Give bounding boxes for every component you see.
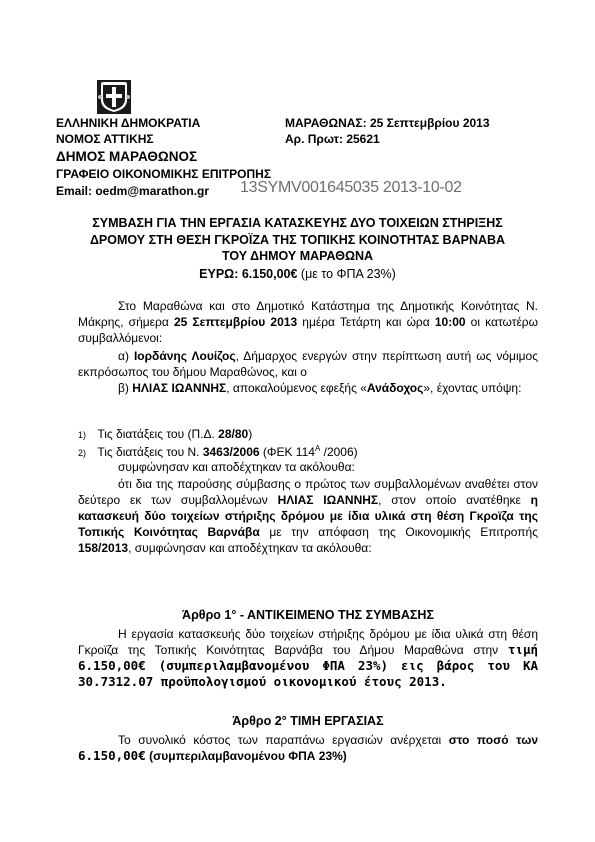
- article-2-heading: Άρθρο 2° ΤΙΜΗ ΕΡΓΑΣΙΑΣ: [232, 714, 384, 728]
- assignment-text: με την απόφαση της Οικονομικής Επιτροπής: [259, 525, 539, 539]
- assignment-paragraph: [78, 476, 538, 556]
- party-a: [78, 348, 538, 380]
- contract-time: 10:00: [434, 315, 466, 329]
- amount-vat-note: (με το ΦΠΑ 23%): [300, 267, 396, 281]
- provision-text: (ΦΕΚ 114: [259, 445, 315, 459]
- assignment-text: , συμφώνησαν και αποδέχτηκαν τα ακόλουθα:: [128, 541, 372, 555]
- provision-item: [78, 427, 252, 441]
- provision-text: /2006): [320, 445, 358, 459]
- party-a-description: , Δήμαρχος ενεργών στην περίπτωση αυτή ως νόμιμος εκπρόσωπος του δήμου Μαραθώνος, και ο: [78, 349, 538, 379]
- protocol-number: Αρ. Πρωτ: 25621: [285, 132, 380, 146]
- work-description: η κατασκευή δύο τοιχείων στήριξης δρόμου με ίδια υλικά στη θέση Γκροϊζα της Τοπικής Κοινότητας Βαρνάβα: [78, 493, 538, 539]
- contract-date: 25 Σεπτεμβρίου 2013: [173, 315, 298, 329]
- party-a-name: Ιορδάνης Λουίζος: [133, 349, 236, 363]
- amount-value: ΕΥΡΩ: 6.150,00€: [199, 267, 298, 281]
- article-1-text: Η εργασία κατασκευής δύο τοιχείων στήριξης δρόμου με ίδια υλικά στη θέση Γκροϊζα της Τοπικής Κοινότητας Βαρνάβα του Δήμου Μαραθώνα στην: [78, 627, 538, 657]
- contract-title-line-2: ΔΡΟΜΟΥ ΣΤΗ ΘΕΣΗ ΓΚΡΟΪΖΑ ΤΗΣ ΤΟΠΙΚΗΣ ΚΟΙΝΟΤΗΤΑΣ ΒΑΡΝΑΒΑ: [89, 233, 506, 247]
- intro-paragraph: [78, 298, 538, 346]
- email-address: Email: oedm@marathon.gr: [56, 184, 210, 198]
- party-b: [78, 380, 538, 396]
- intro-text: ημέρα Τετάρτη και ώρα: [297, 315, 435, 329]
- article-2-amount: 6.150,00€: [78, 748, 146, 763]
- article-1-heading: Άρθρο 1° - ΑΝΤΙΚΕΙΜΕΝΟ ΤΗΣ ΣΥΜΒΑΣΗΣ: [182, 608, 434, 622]
- greek-emblem-icon: [97, 80, 131, 114]
- article-2-text: Το συνολικό κόστος των παραπάνω εργασιών ανέρχεται: [118, 733, 449, 747]
- intro-text: Στο Μαραθώνα και στο Δημοτικό Κατάστημα της Δημοτικής Κοινότητας Ν. Μάκρης, σήμερα: [78, 299, 538, 329]
- contractor-term: Ανάδοχος: [366, 381, 424, 395]
- article-1-price: τιμή 6.150,00€ (συμπεριλαμβανομένου ΦΠΑ 23%) εις βάρος του ΚΑ 30.7312.07 προϋπολογισμού οικονομικού έτους 2013.: [78, 642, 538, 689]
- article-2-vat-note: (συμπεριλαμβανομένου ΦΠΑ 23%): [145, 749, 347, 763]
- party-b-description: », έχοντας υπόψη:: [423, 381, 522, 395]
- assignment-text: ότι δια της παρούσης σύμβασης ο πρώτος των συμβαλλομένων αναθέτει στον δεύτερο εκ των συμβαλλομένων: [78, 477, 538, 507]
- municipality-name: ΔΗΜΟΣ ΜΑΡΑΘΩΝΟΣ: [56, 149, 198, 164]
- provision-reference: 28/80: [218, 427, 249, 441]
- intro-text: οι κατωτέρω συμβαλλόμενοι:: [78, 315, 539, 345]
- contract-title-line-1: ΣΥΜΒΑΣΗ ΓΙΑ ΤΗΝ ΕΡΓΑΣΙΑ ΚΑΤΑΣΚΕΥΗΣ ΔΥΟ ΤΟΙΧΕΙΩΝ ΣΤΗΡΙΞΗΣ: [92, 216, 503, 230]
- article-1-body: [78, 626, 538, 690]
- prefecture-name: ΝΟΜΟΣ ΑΤΤΙΚΗΣ: [56, 132, 154, 146]
- article-2-amount-label: στο ποσό των: [448, 733, 538, 747]
- decision-number: 158/2013: [78, 541, 129, 555]
- provision-number: 1): [78, 430, 87, 440]
- agreed-line: συμφώνησαν και αποδέχτηκαν τα ακόλουθα:: [118, 460, 355, 474]
- country-name: ΕΛΛΗΝΙΚΗ ΔΗΜΟΚΡΑΤΙΑ: [56, 116, 201, 130]
- contract-amount: [60, 266, 535, 282]
- provision-number: 2): [78, 448, 87, 458]
- provision-reference: 3463/2006: [202, 445, 260, 459]
- provision-text: ): [248, 427, 253, 441]
- provision-superscript: Α: [314, 444, 321, 453]
- party-a-label: α): [118, 349, 134, 363]
- assignment-text: , στον οποίο ανατέθηκε: [378, 493, 531, 507]
- party-b-label: β): [118, 381, 133, 395]
- contractor-name: ΗΛΙΑΣ ΙΩΑΝΝΗΣ: [277, 493, 379, 507]
- contract-title-line-3: ΤΟΥ ΔΗΜΟΥ ΜΑΡΑΘΩΝΑ: [221, 249, 374, 263]
- party-b-name: ΗΛΙΑΣ ΙΩΑΝΝΗΣ: [132, 381, 227, 395]
- office-name: ΓΡΑΦΕΙΟ ΟΙΚΟΝΟΜΙΚΗΣ ΕΠΙΤΡΟΠΗΣ: [56, 167, 272, 181]
- place-date: ΜΑΡΑΘΩΝΑΣ: 25 Σεπτεμβρίου 2013: [285, 116, 490, 130]
- provision-text: Τις διατάξεις του (Π.Δ.: [97, 427, 219, 441]
- provision-item: [78, 444, 358, 459]
- party-b-description: , αποκαλούμενος εφεξής «: [226, 381, 367, 395]
- article-2-body: [78, 732, 538, 764]
- diavgeia-stamp: 13SYMV001645035 2013-10-02: [240, 179, 462, 196]
- provision-text: Τις διατάξεις του Ν.: [97, 445, 203, 459]
